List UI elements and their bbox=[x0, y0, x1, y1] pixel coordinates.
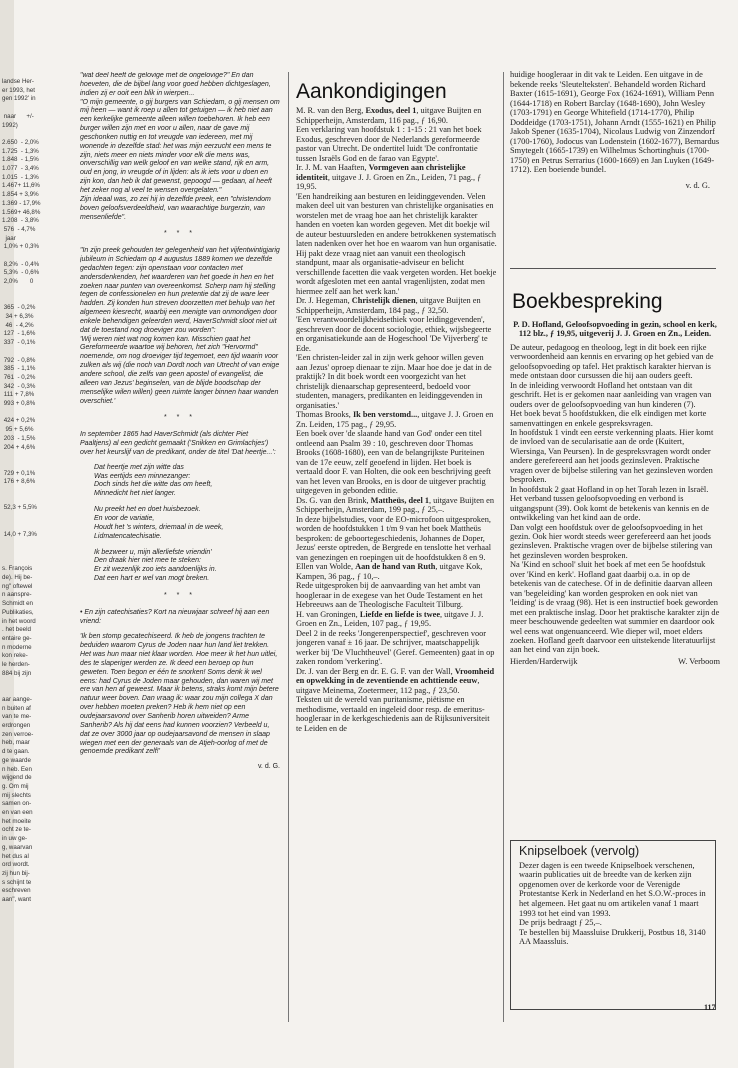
section-rule bbox=[510, 268, 716, 269]
poem-line: Dat een hart er wel van mogt breken. bbox=[94, 575, 210, 583]
announcement-entry: Thomas Brooks, Ik ben verstomd..., uitgave J. J. Groen en Zn. Leiden, 175 pag., ƒ 29,95. bbox=[296, 410, 494, 429]
review-paragraph: In hoofdstuk 2 gaat Hofland in op het Torah lezen in Israël. Het verband tussen geloofsopvoeding en verbond is uitgangspunt (39). Ook komt de betekenis van kennis en de ontwikkeling van het kind aan de orde. bbox=[510, 484, 710, 523]
review-paragraph: Na 'Kind en school' sluit het boek af met een 5e hoofdstuk over 'Kind en kerk'. Hofland gaat daarbij o.a. in op de betekenis van de catechese. Of in de definitie daarvan alleen van 'begeleiding' kan worden gesproken en ook niet van 'leiding' is de vraag (98). Het is een instructief boek geworden met een praktische inslag. Door het praktische karakter zijn de meer beschouwende gedeelten wat summier en daardoor ook wel eens wat ongenuanceerd. Wie dieper wil, moet elders zoeken. Hofland geeft daarvoor een uitstekende literatuurlijst aan het eind van zijn boek. bbox=[510, 560, 720, 655]
poem-line: Was eertijds een minnezanger: bbox=[94, 472, 191, 480]
article-signature: v. d. G. bbox=[685, 180, 710, 190]
announcement-entry: Ds. G. van den Brink, Mattheüs, deel 1, uitgave Buijten en Schipperheijn, Amsterdam, 199 pag., ƒ 25,–. bbox=[296, 495, 494, 514]
announcement-entry: Een verklaring van hoofdstuk 1 : 1-15 : 21 van het boek Exodus, geschreven door de Nederlands gereformeerde pastor van Utrecht. De ondertitel luidt 'De confrontatie tussen Israëls God en de farao van Egypte'. bbox=[296, 125, 482, 163]
paragraph: "wat deel heeft de gelovige met de ongelovige?" En dan hoeveten, die de bijbel lang voor goed hebben dichtgeslagen, indien zij er ooit een blik in wierpen... bbox=[80, 72, 271, 97]
section-heading-aankondigingen: Aankondigingen bbox=[296, 80, 447, 103]
paragraph: huidige hoogleraar in dit vak te Leiden. Een uitgave in de bekende reeks 'Sleutelteksten'. Behandeld worden Richard Baxter (1615-1691), George Fox (1624-1691), William Penn (1644-1718) en Robert Barclay (1648-1690), John Wesley (1703-1791) en George Whitefield (1714-1770), Philip Doddeidge (1703-1751), Johann Arndt (1555-1621) en Philip Jakob Spener (1635-1704), Nicolaus Ludwig von Zinzendorf (1700-1760), Jodocus van Lodenstein (1602-1677), Bernardus Smytegelt (1665-1739) en Wilhelmus Schortinghuis (1700-1750) en Petrus Serrarius (1600-1669) en Jan Luyken (1649-1712). Een boeiende bundel. bbox=[510, 70, 720, 174]
announcement-entry: M. R. van den Berg, Exodus, deel 1, uitgave Buijten en Schipperheijn, Amsterdam, 116 pag., ƒ 16,90. bbox=[296, 106, 482, 125]
box-paragraph: De prijs bedraagt ƒ 25,–. bbox=[519, 918, 602, 928]
paragraph: "O mijn gemeente, o gij burgers van Schiedam, o gij mensen om mij heen — want ik roep u allen tot getuigen — ik heb niet aan een kerkelijke gemeente alleen willen toebehoren. Ik heb een burger willen zijn met en voor u allen, naar de gave mij geschonken nuttig en tot vreugde van iedereen, met mij wonende in dezelfde stad: het was mijn eerzucht een mens te zijn, niets meer en niets minder voor elk die mens was, onverschillig van welk geloof en van welke stand, rijk en arm, oud en jong, in vreugde of in lijden: als ik iets voor u doen en zijn kon, dan heb ik dat gewenst, gepoogd — gedaan, al heeft het zeker nog al veel te wensen overgelaten." bbox=[80, 98, 280, 194]
paragraph: 'Ik ben stomp gecatechiseerd. Ik heb de jongens trachten te beduiden waarom Cyrus de Joden naar hun land liet trekken. Het was hun maar niet klaar worden. Hoe meer ik het hun uitlei, des te slaperiger werden ze. Ik deed een beroep op hun geweten. Toen begon er één te snorken! Soms denk ik wel eens: had Cyrus de Joden maar gehouden, dan waren wij met ere van hen af geweest. Maar ik betens, straks komt mijn betere natuur weer boven. Dan vraag ik: waar zou mijn collega X dan over hebben moeten preken? Heb ik hem niet op een oudejaarsavond over Sanherib horen uitweiden? Arme Sanherib? Als hij dat eens had kunnen voorzien? Verbeeld u, dat ze over 3000 jaar op oudejaarsavond de mensen in slaap wiegen met een der generaals van de Atjeh-oorlog of met de genoemde predikant zelf!' bbox=[80, 633, 279, 756]
poem bbox=[94, 464, 280, 584]
review-citation: P. D. Hofland, Geloofsopvoeding in gezin, school en kerk, 112 blz., ƒ 19,95, uitgeverij J. J. Groen en Zn., Leiden. bbox=[513, 320, 717, 339]
announcement-entry: Dr. J. van der Berg en dr. E. G. F. van der Wall, Vroomheid en opwekking in de zeventiende en achttiende eeuw, uitgave Meinema, Zoetermeer, 112 pag., ƒ 23,50. bbox=[296, 666, 495, 695]
review-paragraph: Dan volgt een hoofdstuk over de geloofsopvoeding in het gezin. Ook hier wordt steeds weer gerefereerd aan het joods gezinsleven. Praktische vragen over de bijbelse stilering van het gezinsleven worden besproken. bbox=[510, 522, 713, 560]
review-byline bbox=[510, 657, 720, 666]
page-number: 117 bbox=[704, 1003, 716, 1012]
box-paragraph: Te bestellen bij Maassluise Drukkerij, Postbus 18, 3140 AA Maassluis. bbox=[519, 927, 706, 947]
column-divider bbox=[503, 72, 504, 1022]
announcement-entry: Een boek over 'de slaande hand van God' onder een titel ontleend aan Psalm 39 : 10, geschreven door Thomas Brooks (1608-1680), een van de belangrijkste Puriteinen van de 17e eeuw, zelf geoefend in lijden. Het boek is vertaald door F. van Holten, die ook een beschrijving geeft van het leven van Brooks, en is door de uitgever prachtig uitgegeven in gebonden editie. bbox=[296, 429, 491, 495]
poem-line: Den draak hier niet mee te steken: bbox=[94, 557, 202, 565]
section-separator: * * * bbox=[163, 414, 197, 422]
poem-line: Nu preekt het en doet huisbezoek. bbox=[94, 506, 201, 514]
announcements-column bbox=[296, 106, 497, 1021]
box-heading: Knipselboek (vervolg) bbox=[519, 844, 640, 858]
poem-line: Ik bezweer u, mijn allerliefste vriendin' bbox=[94, 548, 212, 556]
column-divider bbox=[288, 72, 289, 1022]
announcement-entry: Rede uitgesproken bij de aanvaarding van het ambt van hoogleraar in de exegese van het Oude Testament en het Hebreeuws aan de Theologische Faculteit Tilburg. bbox=[296, 581, 483, 609]
review-paragraph: In hoofdstuk 1 vindt een eerste verkenning plaats. Hier komt de invloed van de secularisatie aan de orde (Kuitert, Wiersinga, Van Peursen). In de gespreksvragen wordt onder andere gerefereerd aan het joods gezinsleven. Praktische vragen over de bijbelse stilering van het gezinsleven worden besproken. bbox=[510, 427, 714, 485]
announcement-entry: In deze bijbelstudies, voor de EO-microfoon uitgesproken, worden de hoofdstukken 1 t/m 9 van het boek Mattheüs besproken: de geboortegeschiedenis, Johannes de Doper, Jezus' eerste optreden, de Bergrede en tenslotte het verhaal van genezingen en roepingen uit de hoofdstukken 8 en 9. bbox=[296, 514, 492, 562]
review-paragraph: In de inleiding verwoordt Hofland het ontstaan van dit geschrift. Het is er gekomen naar aanleiding van vragen van ouders over de geloofsopvoeding van hun kinderen (7). bbox=[510, 380, 712, 409]
paragraph: "In zijn preek gehouden ter gelegenheid van het vijfentwintigjarig jubileum in Schiedam op 4 augustus 1889 komen we dezelfde gedachten tegen: zijn openstaan voor contacten met andersdenkenden, het waarderen van het goede in hen en het zoeken naar punten van overeenkomst. Scherp nam hij stelling tegen de confessionelen en hun pretentie dat zij de ware leer hadden. Zij konden hun streven doorzetten met behulp van het algemeen kiesrecht, waarbij een menigte van onmondigen door enkele behendigen geleerden werd, HaverSchmidt sloot niet uit dat de toestand nog droeviger zou worden": bbox=[80, 247, 280, 334]
section-separator: * * * bbox=[163, 591, 197, 599]
review-place: Hierden/Harderwijk bbox=[510, 656, 578, 666]
review-author: W. Verboom bbox=[678, 656, 720, 666]
left-column-fragment: landse Her- er 1993, het gen 1992' in naar +/- 1992) 2.650 - 2,0% 1.725 - 1,3% 1.848 - 1,5% 1.077 - 3,4% 1.015 - 1,3% 1.467+ 11,6% 1.854 + 3,9% 1.369 - 17,9% 1.569+ 46,8% 1.208 - 3,8% 576 - 4,7% jaar 1,0% + 0,3% 8,2% - 0,4% 5,3% - 0,6% 2,0% 0 365 - 0,2% 34 + 6,3% 46 - 4,2% 127 - 1,6% 337 - 0,1% 792 - 0,8% 385 - 1,1% 761 - 0,2% 342 - 0,3% 111 + 7,8% 993 + 0,8% 424 + 0,2% 95 + 5,6% 203 - 1,5% 204 + 4,6% 729 + 0,1% 176 + 8,6% 52,3 + 5,5% 14,0 + 7,3% s. François de). Hij be- ng" oftewel n aanspre- Schmidt en Publikaties, in het woord . het beeld entaire ge- n moderne kon reke- le herden- 884 bij zijn aar aange- n buiten af van te me- erdrongen zen verroe- heb, maar d te gaan. ge waarde n heb. Een wijgend de g. Om mij mij slechts samen on- en van een het moeite ocht ze te- in uw ge- g, waarvan het dus al ord wordt. zij hun bij- s schijnt te eschreven aan", want bbox=[2, 78, 41, 904]
box-paragraph: Dezer dagen is een tweede Knipselboek verschenen, waarin publicaties uit de breedte van de kerken zijn opgenomen over de kerkorde voor de Verenigde Protestantse Kerk in Nederland en het S.O.W.-proces in het algemeen. Het gaat nu om artikelen vanaf 1 maart 1993 tot het eind van 1993. bbox=[519, 860, 706, 918]
poem-line: Doch sinds het die witte das om heeft, bbox=[94, 481, 213, 489]
announcement-entry: H. van Groningen, Liefde en liefde is twee, uitgave J. J. Groen en Zn., Leiden, 107 pag., ƒ 19,95. bbox=[296, 609, 484, 628]
poem-line: Minnedicht het niet langer. bbox=[94, 490, 176, 498]
paragraph: In september 1865 had HaverSchmidt (als dichter Piet Paaltjens) al een gedicht gemaakt ('Snikken en Grimlachjes') over het keurslijf van de predikant, onder de titel 'Dat heertje...': bbox=[80, 431, 276, 456]
paragraph: Zijn ideaal was, zo zei hij in dezelfde preek, een "christendom boven geloofsverdeeldheid, van waarachtige burgerzin, van mensenliefde". bbox=[80, 195, 271, 221]
review-paragraph: De auteur, pedagoog en theoloog, legt in dit boek een rijke verwoordenheid aan kennis en ervaring op het gebied van de geloofsopvoeding op tafel. Het praktisch karakter hiervan is mede ontstaan door cursussen die hij aan ouders geeft. bbox=[510, 342, 714, 381]
announcement-entry: Teksten uit de wereld van puritanisme, piëtisme en methodisme, vertaald en ingeleid door resp. de emeritus-hoogleraar in de kerkgeschiedenis aan de Rijksuniversiteit te Leiden en de bbox=[296, 695, 490, 733]
review-column bbox=[510, 318, 720, 830]
poem-line: Lidmatencatechisatie. bbox=[94, 532, 162, 540]
paragraph: • En zijn catechisaties? Kort na nieuwjaar schreef hij aan een vriend: bbox=[80, 608, 270, 625]
announcement-entry: 'Een handreiking aan besturen en leidinggevenden. Velen maken deel uit van besturen van christelijke organisaties en worstelen met de vraag hoe aan het christelijk karakter handen en voeten kan worden gegeven. Met dit boekje wil de auteur bestuursleden en andere betrokkenen systematisch laten nadenken over het hoe en waarom van hun organisatie. Hij pakt deze vraag niet aan vanuit een theologisch standpunt, maar als organisatie-adviseur en belicht verschillende facetten die vaak vergeten worden. Het boekje wordt afgesloten met een aantal vragenlijsten, zodat men hiermee zelf aan het werk kan.' bbox=[296, 191, 497, 296]
review-paragraph: Het boek bevat 5 hoofdstukken, die elk eindigen met korte samenvattingen en enkele gespreksvragen. bbox=[510, 409, 707, 428]
announcement-entry: 'Een verantwoordelijkheidsethiek voor leidinggevenden', geschreven door de docent sociologie, ethiek, wijsbegeerte en organisatiekunde aan de Hogeschool 'De Vijverberg' te Ede. bbox=[296, 315, 492, 353]
poem-line: En voor de variatie, bbox=[94, 514, 155, 522]
announcement-entry: Ellen van Wolde, Aan de hand van Ruth, uitgave Kok, Kampen, 36 pag., ƒ 10,–. bbox=[296, 562, 483, 581]
announcement-entry: 'Een christen-leider zal in zijn werk gehoor willen geven aan Jezus' oproep dienaar te zijn. Maar hoe doe je dat in de praktijk? In dit boek wordt een voorgezicht van het christelijk dienaarschap gepresenteerd, bedoeld voor studenten, managers, predikanten en leidinggevenden in organisaties.' bbox=[296, 353, 492, 410]
section-heading-boekbespreking: Boekbespreking bbox=[512, 290, 663, 313]
poem-line: Houdt het 's winters, driemaal in de week, bbox=[94, 523, 224, 531]
article-signature: v. d. G. bbox=[257, 763, 280, 771]
poem-line: Dat heertje met zijn witte das bbox=[94, 463, 184, 471]
paragraph: 'Wij weren niet wat nog komen kan. Misschien gaat het Gereformeerde waartoe wij behoren, het zich "Hervormd" noemende, om nog droeviger tijd tegemoet, een tijd waarin voor zulken als wij (die noch van Dordt noch van Utrecht of van enige andere school, die zelfs van geen apostel of evangelist, die alleen van Jezus' beginselen, van de blijde boodschap der menselijke wilen willen) geen ruimte langer binnen haar wanden overschiet.' bbox=[80, 335, 280, 405]
section-separator: * * * bbox=[163, 230, 197, 238]
poem-line: Er zit wezenlijk zoo iets aandoenlijks in. bbox=[94, 566, 217, 574]
announcement-entry: Ir. J. M. van Haaften, Vormgeven aan christelijke identiteit, uitgave J. J. Groen en Zn., Leiden, 71 pag., ƒ 19,95. bbox=[296, 163, 482, 191]
announcement-entry: Dr. J. Hegeman, Christelijk dienen, uitgave Buijten en Schipperheijn, Amsterdam, 184 pag., ƒ 32,50. bbox=[296, 296, 481, 315]
article-column-haverschmidt bbox=[80, 72, 280, 912]
knipselboek-box bbox=[510, 840, 716, 1010]
announcement-entry: Deel 2 in de reeks 'Jongerenperspectief', geschreven voor jongeren vanaf ± 16 jaar. De schrijver, maatschappelijk werker bij 'De Vluchtheuvel' (Geref. Gemeenten) gaat in op zaken rondom 'verkering'. bbox=[296, 628, 495, 666]
